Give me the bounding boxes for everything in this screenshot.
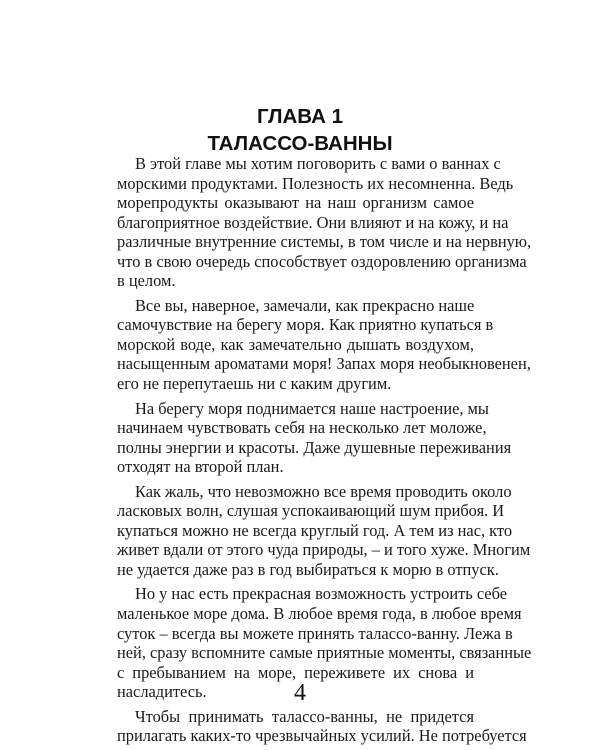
text-line: Все вы, наверное, замечали, как прекрасно наше <box>135 295 475 315</box>
text-line: купаться можно не всегда круглый год. А тем из нас, кто <box>117 520 513 540</box>
text-line: самочувствие на берегу моря. Как приятно купаться в <box>117 315 494 335</box>
text-line: суток – всегда вы можете принять талассо-ванну. Лежа в <box>117 623 513 643</box>
text-line: полны энергии и красоты. Даже душевные переживания <box>117 437 512 457</box>
text-line: его не перепутаешь ни с каким другим. <box>117 374 392 394</box>
text-line: в целом. <box>117 271 176 291</box>
text-line: На берегу моря поднимается наше настроение, мы <box>135 398 489 418</box>
text-line: благоприятное воздействие. Они влияют и на кожу, и на <box>117 212 509 232</box>
text-line: морскими продуктами. Полезность их несомненна. Ведь <box>117 173 514 193</box>
text-line: маленькое море дома. В любое время года, в любое время <box>117 604 522 624</box>
page-number: 4 <box>294 680 306 706</box>
paragraph <box>117 481 531 580</box>
text-line: начинаем чувствовать себя на несколько лет моложе, <box>117 418 487 438</box>
text-line: В этой главе мы хотим поговорить с вами о ваннах с <box>135 154 501 173</box>
text-line: прилагать каких-то чрезвычайных усилий. Не потребуется <box>117 726 527 746</box>
paragraph <box>117 295 531 394</box>
text-line: с пребыванием на море, переживете их снова и <box>117 662 474 682</box>
text-line: ласковых волн, слушая успокаивающий шум прибоя. И <box>117 501 505 521</box>
paragraph <box>117 398 512 477</box>
paragraph <box>117 154 532 291</box>
text-line: насыщенным ароматами моря! Запах моря необыкновенен, <box>117 354 531 374</box>
paragraph <box>117 706 527 746</box>
text-line: морепродукты оказывают на наш организм самое <box>117 193 474 213</box>
chapter-heading <box>100 103 500 157</box>
text-line: что в свою очередь способствует оздоровлению организма <box>117 251 527 271</box>
text-line: Как жаль, что невозможно все время проводить около <box>135 481 512 501</box>
text-line: не удается даже раз в год выбираться к морю в отпуск. <box>117 559 499 579</box>
text-line: морской воде, как замечательно дышать воздухом, <box>117 334 474 354</box>
text-line: живет вдали от этого чуда природы, – и того хуже. Многим <box>117 540 531 560</box>
text-line: отходят на второй план. <box>117 457 284 477</box>
text-line: ней, сразу вспомните самые приятные моменты, связанные <box>117 643 532 663</box>
chapter-number: ГЛАВА 1 <box>257 105 343 128</box>
chapter-body-text <box>117 154 532 746</box>
text-line: Чтобы принимать талассо-ванны, не придется <box>135 706 474 726</box>
text-line: насладитесь. <box>117 682 207 702</box>
text-line: различные внутренние системы, в том числе и на нервную, <box>117 232 532 252</box>
chapter-title: ТАЛАССО-ВАННЫ <box>207 132 393 155</box>
text-line: Но у нас есть прекрасная возможность устроить себе <box>135 584 507 604</box>
